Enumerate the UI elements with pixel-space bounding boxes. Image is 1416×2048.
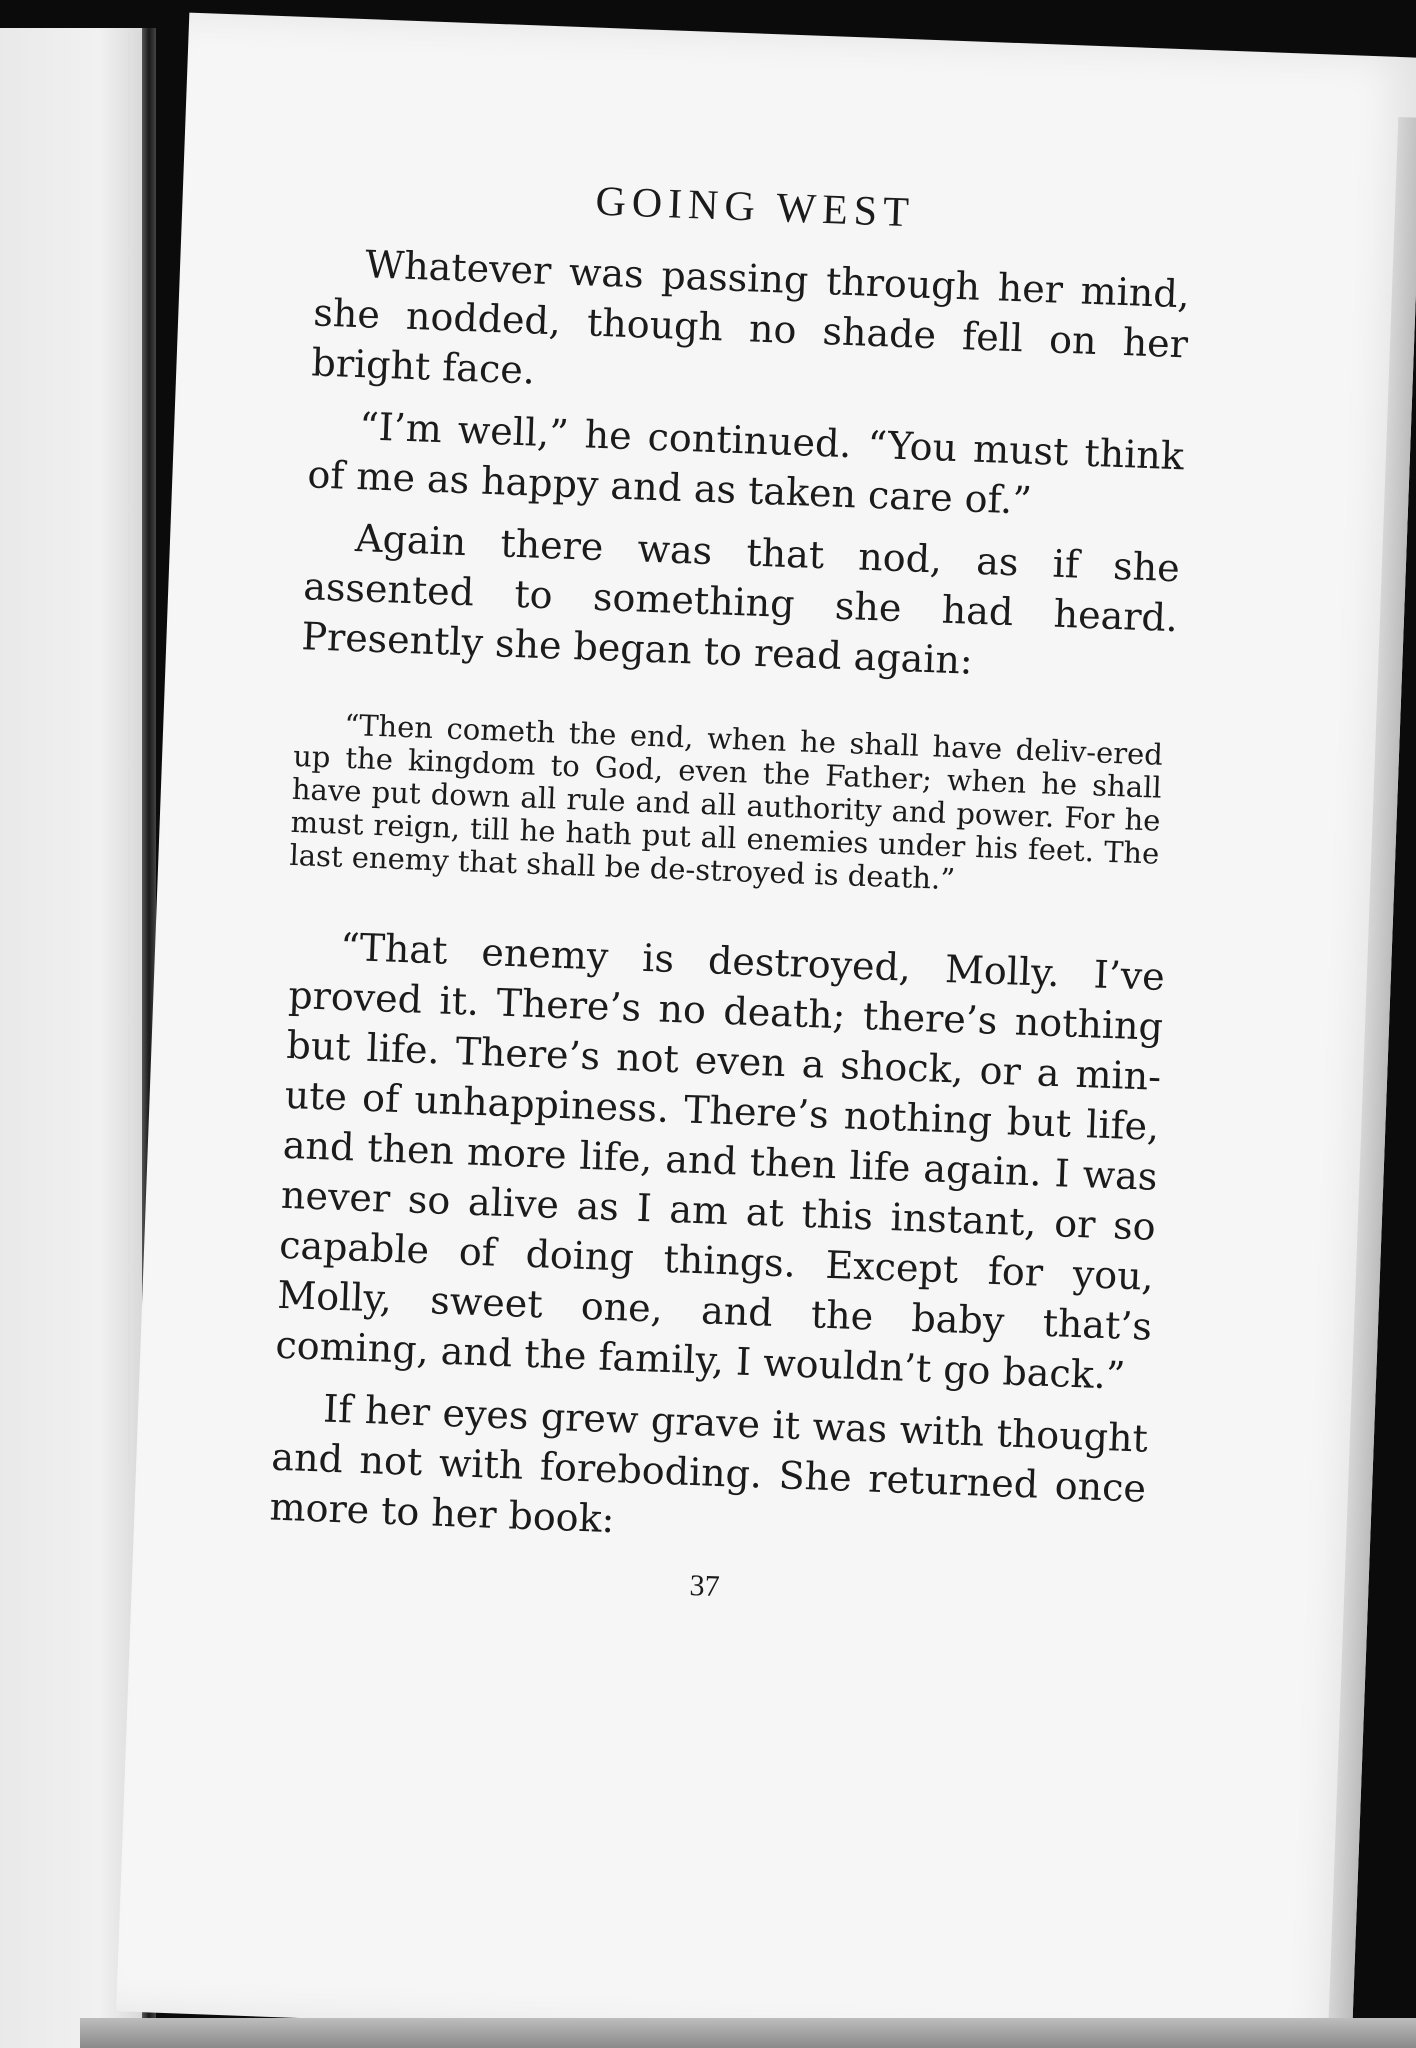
paragraph: If her eyes grew grave it was with thought and not with foreboding. She returned once more to her book:	[268, 1386, 1149, 1542]
left-page-edge	[0, 28, 142, 2048]
paragraph: “I’m well,” he continued. “You must think of me as happy and as taken care of.”	[306, 404, 1185, 523]
running-head: GOING WEST	[594, 178, 916, 237]
page-text	[267, 167, 1193, 1619]
scripture-block-quote: “Then cometh the end, when he shall have deliv-ered up the kingdom to God, even the Father; when he shall have put down all rule and all authority and power. For he must reign, till he hath put all enemies under his feet. The last enemy that shall be de-stroyed is death.”	[288, 707, 1164, 897]
paragraph: Whatever was passing through her mind, she nodded, though no shade fell on her bright face.	[310, 242, 1191, 393]
page-bottom-edge	[80, 2018, 1416, 2048]
right-page	[116, 13, 1416, 2048]
page-number: 37	[688, 1569, 721, 1604]
page-fore-edge	[1326, 117, 1416, 2048]
paragraph: “That enemy is destroyed, Molly. I’ve proved it. There’s no death; there’s nothing but life. There’s not even a shock, or a min-ute of unhappiness. There’s nothing but life, and then more life, and then life again. I was never so alive as I am at this instant, or so capable of doing things. Except for you, Molly, sweet one, and the baby that’s coming, and the family, I wouldn’t go back.”	[274, 924, 1166, 1398]
paragraph: Again there was that nod, as if she assented to something she had heard. Presently she began to read again:	[300, 516, 1181, 683]
